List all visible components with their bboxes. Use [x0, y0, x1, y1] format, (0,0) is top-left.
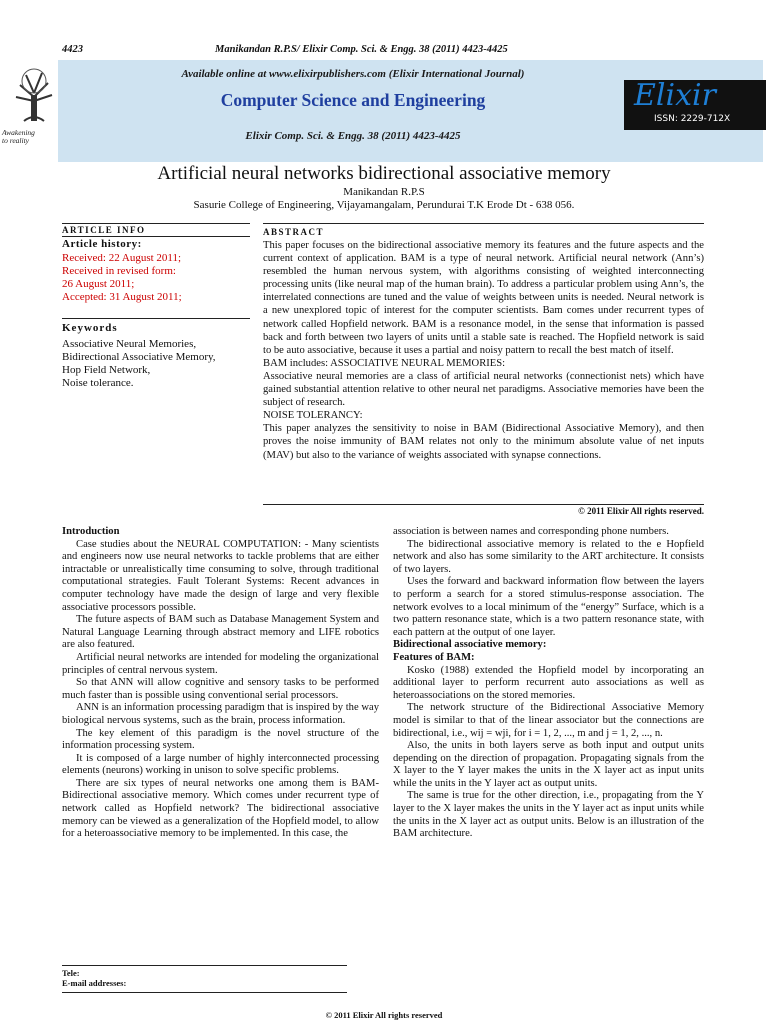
abstract-body: This paper focuses on the bidirectional associative memory its features and the future aspects and the current context of application. BAM is a type of neural network. Artificial neural network (Ann’s) resembled the human nervous system, with algorithms consisting of weighted interconnecting processing units (like neural map of the human brain). To address a particular problem using Ann’s, the interrelated connections are tuned and the value of weights between units is needed. Neural network is a new unexplored topic of interest for the computer scientists. Bam comes under recurrent types of network called Hopfield network. BAM is a resonance model, in the sense that information is passed back and forth between two layers of units until a stable sate is reached. The Hopfield network is said to be auto associative, because it uses a partial and noisy pattern to recall the best match of itself. BAM includes: ASSOCIATIVE NEURAL MEMORIES: Associative neural memories are a class of artificial neural networks (connectionist nets) which have gained substantial attention relative to other neural net paradigms. Associative memories have been the subject of research. NOISE TOLERANCY: This paper analyzes the sensitivity to noise in BAM (Bidirectional Associative Memory), and then proves the noise immunity of BAM relates not only to the minimum absolute value of net inputs (MAV) but also to the variance of weights associated with synapse connections. [263, 240, 704, 461]
page-number: 4423 [62, 44, 83, 55]
running-head: Manikandan R.P.S/ Elixir Comp. Sci. & Engg. 38 (2011) 4423-4425 [215, 44, 508, 55]
abstract-rule-bottom [263, 504, 704, 505]
journal-citation: Elixir Comp. Sci. & Engg. 38 (2011) 4423-4425 [245, 130, 461, 142]
section-heading: Introduction [62, 526, 120, 537]
abstract-copyright: © 2011 Elixir All rights reserved. [578, 506, 704, 516]
keywords-list: Associative Neural Memories, Bidirectional Associative Memory, Hop Field Network, Noise tolerance. [62, 338, 216, 389]
elixir-logo [624, 80, 766, 130]
article-history-heading: Article history: [62, 238, 142, 250]
footnote-rule [62, 965, 347, 966]
right-column: association is between names and corresponding phone numbers. The bidirectional associative memory is related to the e Hopfield network and also has some similarity to the ART architecture. It consists of two layers. Uses the forward and backward information flow between the layers to perform a search for a stored stimulus-response association. The network evolves to a local minimum of the “energy” Surface, which is a two pattern resonance state, which is a two pattern resonance state, with each pattern at the output of one layer. Bidirectional associative memory: Features of BAM: Kosko (1988) extended the Hopfield model by incorporating an additional layer to perform recurrent auto associations as well as heteroassociations on the stored memories. The network structure of the Bidirectional Associative Memory model is similar to that of the linear associator but the connections are bidirectional, i.e., wij = wji, for i = 1, 2, ..., m and j = 1, 2, ..., n. Also, the units in both layers serve as both input and output units depending on the direction of propagation. Propagating signals from the X layer to the Y layer makes the units in the X layer act as input units while the units in the Y layer act as output units. The same is true for the other direction, i.e., propagating from the Y layer to the X layer makes the units in the Y layer act as input units while the units in the X layer act as output units. Below is an illustration of the BAM architecture. [393, 526, 704, 840]
available-online: Available online at www.elixirpublishers.com (Elixir International Journal) [181, 68, 525, 80]
issn: ISSN: 2229-712X [654, 114, 731, 124]
keywords-rule [62, 318, 250, 319]
abstract-rule-top [263, 223, 704, 224]
keywords-heading: Keywords [62, 322, 118, 334]
footer-copyright: © 2011 Elixir All rights reserved [325, 1010, 443, 1020]
tree-icon [10, 67, 58, 123]
footnote: Tele: E-mail addresses: [62, 968, 127, 988]
paper-title: Artificial neural networks bidirectional associative memory [157, 163, 611, 184]
article-info-rule-top [62, 223, 250, 224]
elixir-wordmark: Elixir [634, 78, 716, 113]
left-column: Introduction Case studies about the NEURAL COMPUTATION: - Many scientists and engineers now use neural networks to tackle problems that are either intractable or unrealistically time consuming to solve, through traditional computational strategies. Fault Tolerant Systems: Recent advances in computer technology have made the design of large and very flexible associative processors possible. The future aspects of BAM such as Database Management System and Natural Language Learning through abstract memory and LIFE robotics are also featured. Artificial neural networks are intended for modeling the organizational principles of central nervous system. So that ANN will allow cognitive and sensory tasks to be performed much faster than is possible using conventional serial processors. ANN is an information processing paradigm that is inspired by the way biological nervous systems, such as the brain, process information. The key element of this paradigm is the novel structure of the information processing system. It is composed of a large number of highly interconnected processing elements (neurons) working in unison to solve specific problems. There are six types of neural networks one among them is BAM-Bidirectional associative memory. Which comes under recurrent type of network called as Hopfield network? The bidirectional associative memory can be viewed as a generalization of the Hopfield model, to allow for a heteroassociative memory to be implemented. In this case, the [62, 526, 379, 840]
article-info-heading: ARTICLE INFO [62, 225, 146, 235]
abstract-heading: ABSTRACT [263, 227, 325, 237]
paper-affiliation: Sasurie College of Engineering, Vijayamangalam, Perundurai T.K Erode Dt - 638 056. [193, 199, 575, 211]
section-heading-bam: Bidirectional associative memory: [393, 639, 547, 651]
logo-caption: Awakening to reality [2, 128, 35, 145]
footnote-rule-bottom [62, 992, 347, 993]
section-heading-features: Features of BAM: [393, 651, 475, 663]
article-info-rule [62, 236, 250, 237]
article-history: Received: 22 August 2011; Received in revised form: 26 August 2011; Accepted: 31 August 2011; [62, 252, 182, 303]
journal-name: Computer Science and Engineering [220, 90, 486, 110]
paper-author: Manikandan R.P.S [343, 186, 425, 198]
